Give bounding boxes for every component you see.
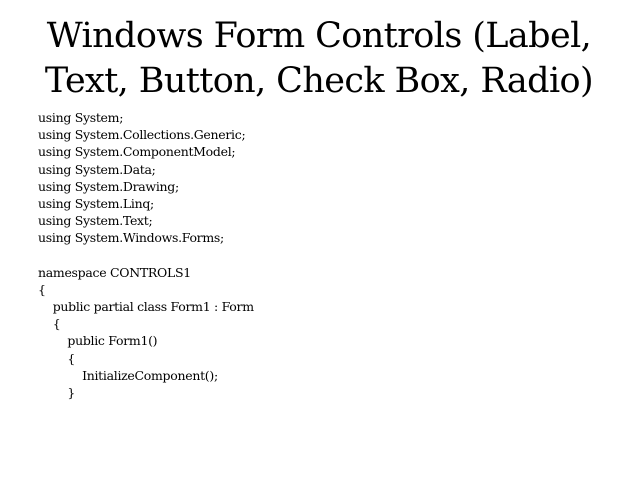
code-line: using System.Text; bbox=[38, 213, 153, 229]
code-line: using System.Collections.Generic; bbox=[38, 127, 246, 143]
code-line: using System.Windows.Forms; bbox=[38, 230, 224, 246]
title-line-2: Text, Button, Check Box, Radio) bbox=[44, 61, 594, 101]
code-line: public partial class Form1 : Form bbox=[38, 299, 254, 315]
code-line: { bbox=[38, 350, 76, 366]
code-line: public Form1() bbox=[38, 333, 158, 349]
code-line: { bbox=[38, 281, 46, 297]
code-line: using System; bbox=[38, 110, 124, 125]
code-line: namespace CONTROLS1 bbox=[38, 264, 191, 280]
code-line: using System.Linq; bbox=[38, 195, 154, 211]
code-line-blank bbox=[38, 247, 618, 264]
code-line: } bbox=[38, 385, 76, 400]
code-line: using System.Drawing; bbox=[38, 178, 179, 194]
slide-title bbox=[0, 14, 638, 104]
code-line: using System.Data; bbox=[38, 161, 156, 177]
code-line: InitializeComponent(); bbox=[38, 367, 218, 383]
code-line: { bbox=[38, 316, 61, 332]
title-line-1: Windows Form Controls (Label, bbox=[46, 16, 592, 56]
code-block bbox=[38, 109, 618, 401]
code-line: using System.ComponentModel; bbox=[38, 144, 236, 160]
